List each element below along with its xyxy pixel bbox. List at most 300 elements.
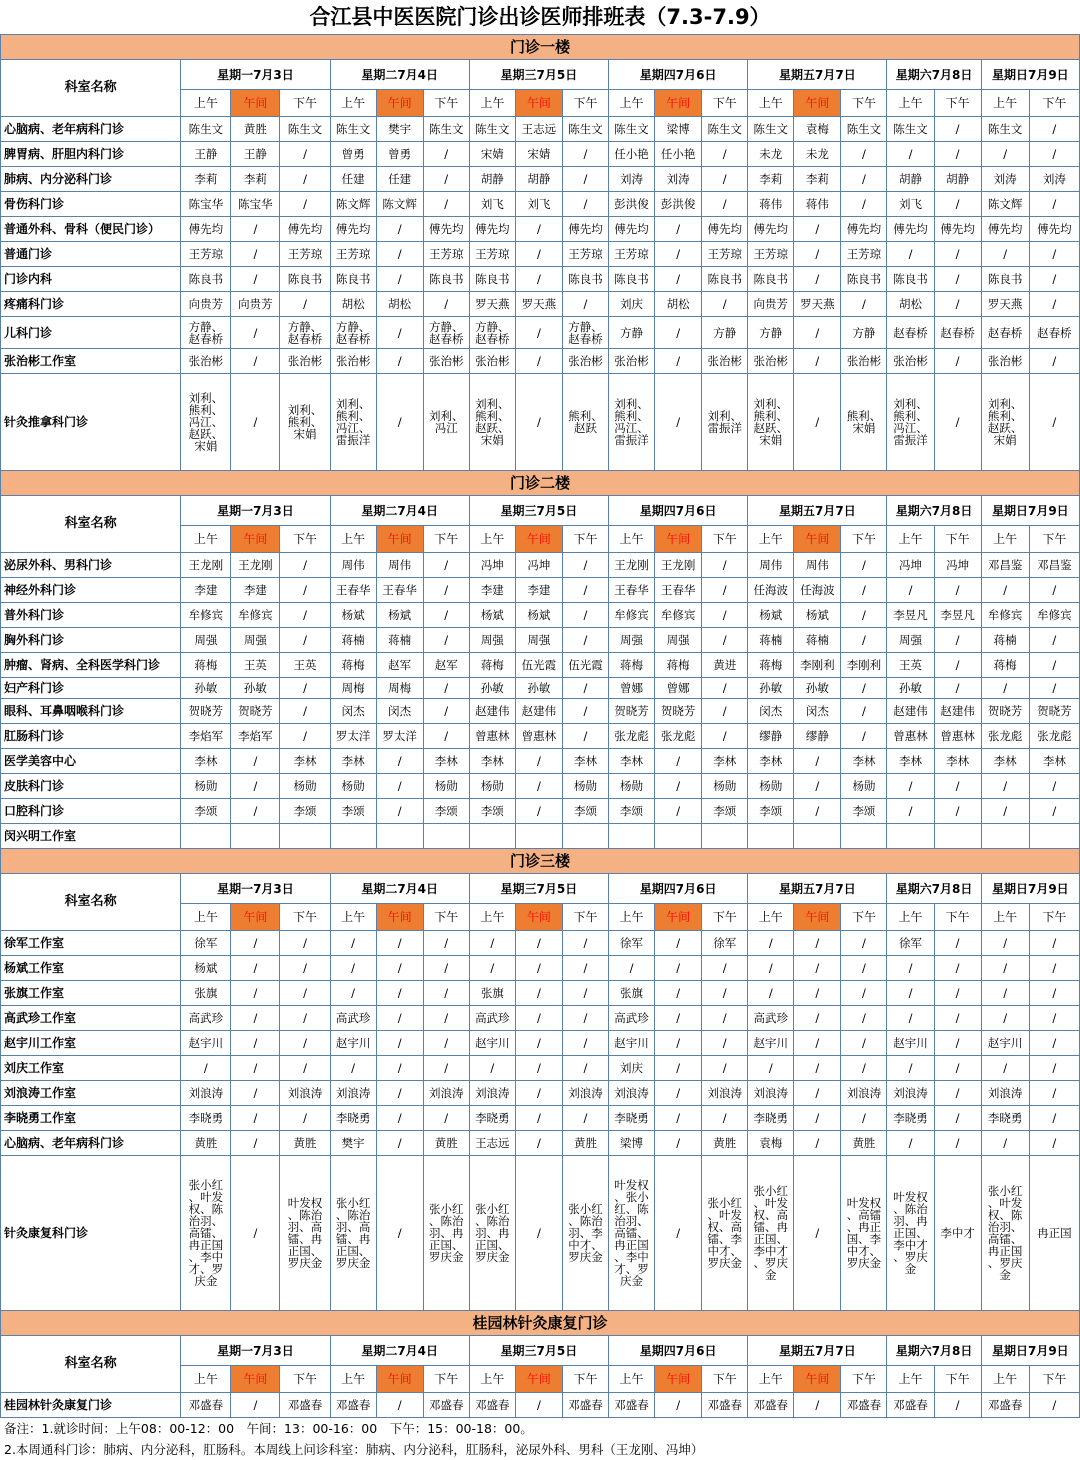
schedule-cell: /: [887, 981, 934, 1006]
schedule-cell: /: [1029, 956, 1079, 981]
schedule-cell: 胡静: [934, 167, 981, 192]
schedule-cell: 李焰军: [181, 724, 231, 749]
day-header: 星期三7月5日: [469, 60, 608, 90]
schedule-cell: /: [981, 1006, 1029, 1031]
schedule-cell: /: [655, 267, 702, 292]
schedule-cell: 伍光霞: [562, 653, 608, 678]
schedule-cell: /: [423, 142, 469, 167]
schedule-cell: [981, 824, 1029, 849]
schedule-cell: 曾惠林: [515, 724, 562, 749]
day-header: 星期二7月4日: [330, 874, 469, 904]
slot-header: 下午: [934, 904, 981, 931]
department-name: 泌尿外科、男科门诊: [1, 553, 181, 578]
schedule-cell: 赵春桥: [1029, 317, 1079, 349]
schedule-cell: /: [423, 678, 469, 699]
schedule-cell: 杨勋: [609, 774, 655, 799]
schedule-cell: 李莉: [231, 167, 280, 192]
schedule-cell: /: [702, 699, 748, 724]
schedule-cell: /: [794, 267, 841, 292]
schedule-cell: [748, 824, 794, 849]
schedule-cell: /: [702, 678, 748, 699]
schedule-cell: 李莉: [181, 167, 231, 192]
schedule-cell: /: [376, 217, 423, 242]
schedule-cell: 周伟: [330, 553, 376, 578]
department-name: 医学美容中心: [1, 749, 181, 774]
schedule-cell: /: [1029, 578, 1079, 603]
schedule-cell: 陈生文: [748, 117, 794, 142]
schedule-cell: 杨斌: [181, 956, 231, 981]
department-row: [1, 1081, 1080, 1106]
schedule-cell: 张小红 、叶发 权、高 镭、李 中才、 罗庆金: [702, 1156, 748, 1311]
section-title: 门诊二楼: [1, 471, 1080, 496]
schedule-cell: /: [376, 374, 423, 471]
schedule-cell: 陈生文: [469, 117, 515, 142]
schedule-cell: 贺晓芳: [231, 699, 280, 724]
schedule-cell: 李林: [1029, 749, 1079, 774]
schedule-cell: 杨勋: [423, 774, 469, 799]
schedule-cell: /: [702, 192, 748, 217]
schedule-cell: /: [609, 956, 655, 981]
schedule-cell: 黄胜: [562, 1131, 608, 1156]
schedule-cell: /: [794, 1106, 841, 1131]
schedule-cell: 任小艳: [609, 142, 655, 167]
slot-header: 午间: [794, 904, 841, 931]
schedule-cell: 杨斌: [515, 603, 562, 628]
schedule-cell: 刘浪涛: [887, 1081, 934, 1106]
schedule-cell: /: [981, 981, 1029, 1006]
department-name: 神经外科门诊: [1, 578, 181, 603]
department-row: [1, 1031, 1080, 1056]
schedule-cell: 王春华: [609, 578, 655, 603]
schedule-cell: 张治彬: [469, 349, 515, 374]
schedule-cell: 牟修宾: [1029, 603, 1079, 628]
section-row: [1, 1311, 1080, 1336]
schedule-cell: 赵宇川: [748, 1031, 794, 1056]
schedule-cell: 刘浪涛: [702, 1081, 748, 1106]
department-name: 肿瘤、肾病、全科医学科门诊: [1, 653, 181, 678]
department-row: [1, 1056, 1080, 1081]
schedule-cell: 邓盛春: [330, 1393, 376, 1418]
schedule-cell: /: [231, 217, 280, 242]
schedule-cell: 王志远: [515, 117, 562, 142]
slot-header: 午间: [655, 1366, 702, 1393]
schedule-cell: /: [841, 1031, 887, 1056]
department-name: 骨伤科门诊: [1, 192, 181, 217]
slot-header: 下午: [280, 1366, 330, 1393]
slot-header: 午间: [794, 526, 841, 553]
schedule-cell: 叶发权 、陈治 羽、冉 正国、 李中才 、罗庆 金: [887, 1156, 934, 1311]
schedule-cell: 杨斌: [794, 603, 841, 628]
schedule-cell: /: [887, 1056, 934, 1081]
schedule-cell: /: [231, 1006, 280, 1031]
schedule-cell: 陈良书: [841, 267, 887, 292]
slot-header: 下午: [1029, 1366, 1079, 1393]
schedule-cell: 陈生文: [981, 117, 1029, 142]
schedule-cell: /: [794, 981, 841, 1006]
department-row: [1, 349, 1080, 374]
schedule-cell: /: [655, 1031, 702, 1056]
day-header: 星期三7月5日: [469, 874, 608, 904]
schedule-cell: /: [562, 1006, 608, 1031]
schedule-cell: /: [515, 956, 562, 981]
schedule-cell: 张治彬: [423, 349, 469, 374]
schedule-cell: 蒋梅: [748, 653, 794, 678]
schedule-cell: [376, 824, 423, 849]
schedule-cell: /: [562, 192, 608, 217]
schedule-cell: /: [981, 931, 1029, 956]
slot-header: 午间: [794, 1366, 841, 1393]
schedule-cell: 冯坤: [934, 553, 981, 578]
schedule-cell: /: [280, 578, 330, 603]
schedule-cell: 周强: [609, 628, 655, 653]
schedule-cell: 杨斌: [748, 603, 794, 628]
department-name: 普通门诊: [1, 242, 181, 267]
schedule-cell: 赵建伟: [469, 699, 515, 724]
schedule-cell: 梁博: [655, 117, 702, 142]
slot-header: 上午: [330, 1366, 376, 1393]
schedule-cell: 李晓勇: [330, 1106, 376, 1131]
schedule-cell: 周伟: [376, 553, 423, 578]
schedule-cell: 胡松: [887, 292, 934, 317]
schedule-cell: 彭洪俊: [655, 192, 702, 217]
schedule-cell: 周强: [231, 628, 280, 653]
schedule-cell: /: [887, 774, 934, 799]
schedule-cell: 邓昌鉴: [1029, 553, 1079, 578]
schedule-cell: /: [981, 1131, 1029, 1156]
schedule-cell: 李林: [841, 749, 887, 774]
schedule-cell: /: [702, 553, 748, 578]
schedule-cell: /: [562, 553, 608, 578]
department-row: [1, 749, 1080, 774]
schedule-cell: 缪静: [748, 724, 794, 749]
section-title: 门诊一楼: [1, 35, 1080, 60]
schedule-cell: 赵建伟: [887, 699, 934, 724]
schedule-cell: 孙敏: [181, 678, 231, 699]
schedule-cell: /: [280, 603, 330, 628]
schedule-cell: 熊利、 宋娟: [841, 374, 887, 471]
schedule-cell: 赵宇川: [469, 1031, 515, 1056]
schedule-cell: /: [562, 578, 608, 603]
schedule-cell: /: [562, 167, 608, 192]
schedule-cell: 樊宇: [376, 117, 423, 142]
slot-header: 下午: [280, 904, 330, 931]
schedule-cell: /: [934, 117, 981, 142]
schedule-cell: 李莉: [794, 167, 841, 192]
schedule-cell: 孙敏: [515, 678, 562, 699]
schedule-cell: 闵杰: [794, 699, 841, 724]
schedule-cell: 杨勋: [702, 774, 748, 799]
schedule-cell: 王春华: [376, 578, 423, 603]
schedule-cell: /: [794, 1393, 841, 1418]
schedule-cell: 杨勋: [748, 774, 794, 799]
schedule-cell: /: [934, 1106, 981, 1131]
dept-column-header: 科室名称: [1, 874, 181, 931]
schedule-cell: 冯坤: [469, 553, 515, 578]
schedule-cell: 赵军: [423, 653, 469, 678]
slot-header: 午间: [376, 526, 423, 553]
schedule-cell: /: [231, 317, 280, 349]
schedule-cell: 蒋梅: [330, 653, 376, 678]
slot-header: 下午: [423, 904, 469, 931]
schedule-cell: /: [1029, 1393, 1079, 1418]
schedule-cell: 伍光霞: [515, 653, 562, 678]
slot-header: 下午: [702, 90, 748, 117]
schedule-cell: 胡松: [330, 292, 376, 317]
schedule-cell: 黄进: [702, 653, 748, 678]
schedule-cell: 黄胜: [280, 1131, 330, 1156]
schedule-cell: 陈生文: [702, 117, 748, 142]
schedule-cell: 曾勇: [376, 142, 423, 167]
schedule-cell: [280, 824, 330, 849]
schedule-cell: 李刚利: [794, 653, 841, 678]
schedule-cell: [423, 824, 469, 849]
schedule-cell: /: [934, 1131, 981, 1156]
schedule-cell: 曾惠林: [934, 724, 981, 749]
department-name: 桂园林针灸康复门诊: [1, 1393, 181, 1418]
schedule-cell: 王龙刚: [655, 553, 702, 578]
schedule-cell: 刘飞: [515, 192, 562, 217]
schedule-cell: 赵建伟: [934, 699, 981, 724]
schedule-cell: 张小红 、陈治 羽、冉 正国、 罗庆金: [423, 1156, 469, 1311]
schedule-cell: 陈生文: [609, 117, 655, 142]
department-name: 口腔科门诊: [1, 799, 181, 824]
schedule-cell: 方静、 赵春桥: [181, 317, 231, 349]
schedule-cell: /: [748, 1056, 794, 1081]
schedule-cell: /: [934, 981, 981, 1006]
schedule-cell: /: [423, 167, 469, 192]
schedule-cell: /: [841, 142, 887, 167]
slot-header: 上午: [330, 90, 376, 117]
schedule-cell: 黄胜: [231, 117, 280, 142]
schedule-cell: 邓盛春: [423, 1393, 469, 1418]
schedule-cell: /: [376, 1393, 423, 1418]
schedule-cell: /: [794, 749, 841, 774]
schedule-cell: /: [515, 374, 562, 471]
department-name: 眼科、耳鼻咽喉科门诊: [1, 699, 181, 724]
schedule-cell: 蒋楠: [748, 628, 794, 653]
schedule-cell: /: [423, 628, 469, 653]
schedule-cell: 胡静: [515, 167, 562, 192]
schedule-cell: 李林: [748, 749, 794, 774]
department-name: 心脑病、老年病科门诊: [1, 117, 181, 142]
schedule-cell: 蒋梅: [469, 653, 515, 678]
day-header: 星期二7月4日: [330, 1336, 469, 1366]
note-line: 备注：1.就诊时间：上午08：00-12：00 午间：13：00-16：00 下午：15：00-18：00。: [4, 1421, 533, 1436]
schedule-cell: 王志远: [469, 1131, 515, 1156]
schedule-cell: 方静、 赵春桥: [562, 317, 608, 349]
schedule-cell: 蒋梅: [981, 653, 1029, 678]
schedule-cell: [609, 824, 655, 849]
department-row: [1, 628, 1080, 653]
schedule-cell: /: [562, 1056, 608, 1081]
schedule-cell: /: [934, 931, 981, 956]
schedule-cell: 杨斌: [469, 603, 515, 628]
slot-header: 上午: [748, 526, 794, 553]
schedule-cell: 叶发权 、张小 红、陈 治羽、 高镭、 冉正国 、李中 才、罗 庆金: [609, 1156, 655, 1311]
schedule-cell: 傅先均: [181, 217, 231, 242]
schedule-cell: 宋婧: [515, 142, 562, 167]
schedule-cell: 张治彬: [562, 349, 608, 374]
schedule-cell: 李晓勇: [469, 1106, 515, 1131]
schedule-cell: /: [794, 349, 841, 374]
schedule-cell: 张治彬: [887, 349, 934, 374]
department-row: [1, 774, 1080, 799]
schedule-cell: 刘浪涛: [330, 1081, 376, 1106]
schedule-cell: /: [376, 1056, 423, 1081]
schedule-cell: /: [231, 774, 280, 799]
schedule-cell: 叶发权 、陈治 羽、高 镭、冉 正国、 罗庆金: [280, 1156, 330, 1311]
schedule-cell: /: [515, 749, 562, 774]
schedule-cell: /: [280, 724, 330, 749]
schedule-cell: 刘浪涛: [423, 1081, 469, 1106]
schedule-cell: 杨斌: [376, 603, 423, 628]
schedule-cell: /: [231, 1106, 280, 1131]
schedule-cell: 李刚利: [841, 653, 887, 678]
schedule-cell: /: [376, 242, 423, 267]
schedule-cell: /: [655, 1006, 702, 1031]
schedule-cell: /: [515, 981, 562, 1006]
slot-header: 上午: [609, 904, 655, 931]
slot-header: 上午: [469, 1366, 515, 1393]
schedule-cell: 张治彬: [280, 349, 330, 374]
schedule-cell: 王芳琼: [280, 242, 330, 267]
schedule-cell: /: [794, 1056, 841, 1081]
schedule-cell: 李林: [981, 749, 1029, 774]
schedule-cell: /: [231, 374, 280, 471]
schedule-cell: 杨勋: [841, 774, 887, 799]
schedule-cell: 陈良书: [748, 267, 794, 292]
schedule-cell: 未龙: [794, 142, 841, 167]
schedule-cell: /: [280, 956, 330, 981]
schedule-cell: /: [655, 374, 702, 471]
slot-header: 下午: [562, 526, 608, 553]
department-name: 张旗工作室: [1, 981, 181, 1006]
day-header: 星期二7月4日: [330, 60, 469, 90]
schedule-cell: 陈良书: [562, 267, 608, 292]
schedule-cell: 方静: [841, 317, 887, 349]
schedule-cell: /: [280, 292, 330, 317]
slot-header: 午间: [655, 526, 702, 553]
schedule-cell: 赵宇川: [887, 1031, 934, 1056]
schedule-cell: 牟修宾: [655, 603, 702, 628]
schedule-cell: /: [423, 1056, 469, 1081]
slot-header: 上午: [330, 904, 376, 931]
schedule-cell: 刘浪涛: [181, 1081, 231, 1106]
schedule-cell: /: [841, 724, 887, 749]
schedule-cell: /: [981, 678, 1029, 699]
department-row: [1, 824, 1080, 849]
schedule-cell: 李建: [469, 578, 515, 603]
department-row: [1, 1156, 1080, 1311]
department-name: 普通外科、骨科（便民门诊）: [1, 217, 181, 242]
slot-header: 上午: [748, 1366, 794, 1393]
department-row: [1, 167, 1080, 192]
schedule-cell: [887, 824, 934, 849]
schedule-cell: 王芳琼: [423, 242, 469, 267]
schedule-cell: /: [1029, 678, 1079, 699]
schedule-cell: 孙敏: [231, 678, 280, 699]
schedule-cell: /: [702, 292, 748, 317]
section-row: [1, 849, 1080, 874]
schedule-cell: /: [231, 981, 280, 1006]
slot-header: 下午: [280, 90, 330, 117]
department-row: [1, 724, 1080, 749]
schedule-cell: 傅先均: [702, 217, 748, 242]
schedule-cell: 王龙刚: [231, 553, 280, 578]
department-name: 闵兴明工作室: [1, 824, 181, 849]
schedule-cell: 傅先均: [934, 217, 981, 242]
schedule-cell: /: [562, 142, 608, 167]
schedule-cell: /: [887, 578, 934, 603]
schedule-cell: 邓盛春: [280, 1393, 330, 1418]
schedule-cell: 周强: [655, 628, 702, 653]
slot-header: 上午: [609, 526, 655, 553]
schedule-cell: /: [841, 192, 887, 217]
schedule-cell: 陈良书: [280, 267, 330, 292]
schedule-cell: /: [469, 931, 515, 956]
slot-header: 下午: [702, 904, 748, 931]
department-row: [1, 317, 1080, 349]
schedule-cell: 曾勇: [330, 142, 376, 167]
schedule-cell: 冯坤: [887, 553, 934, 578]
slot-header: 午间: [515, 526, 562, 553]
schedule-cell: /: [231, 1156, 280, 1311]
schedule-cell: /: [655, 1056, 702, 1081]
schedule-cell: /: [981, 142, 1029, 167]
schedule-cell: /: [841, 578, 887, 603]
schedule-cell: 赵宇川: [181, 1031, 231, 1056]
schedule-cell: 陈生文: [280, 117, 330, 142]
schedule-cell: /: [423, 724, 469, 749]
schedule-cell: 方静、 赵春桥: [423, 317, 469, 349]
schedule-cell: /: [562, 628, 608, 653]
schedule-cell: 高武珍: [181, 1006, 231, 1031]
notes: [0, 1418, 1080, 1460]
schedule-cell: 宋婧: [469, 142, 515, 167]
schedule-cell: 方静、 赵春桥: [330, 317, 376, 349]
schedule-cell: [469, 824, 515, 849]
slot-header: 下午: [841, 904, 887, 931]
schedule-cell: /: [330, 931, 376, 956]
schedule-cell: 张龙彪: [981, 724, 1029, 749]
slot-header: 上午: [981, 904, 1029, 931]
schedule-cell: /: [1029, 1106, 1079, 1131]
schedule-cell: 周强: [181, 628, 231, 653]
section-title: 门诊三楼: [1, 849, 1080, 874]
schedule-cell: 傅先均: [841, 217, 887, 242]
schedule-cell: /: [655, 931, 702, 956]
schedule-cell: 刘利、 熊利、 冯江、 雷振洋: [887, 374, 934, 471]
schedule-cell: 胡松: [376, 292, 423, 317]
schedule-cell: 王春华: [655, 578, 702, 603]
schedule-cell: /: [1029, 374, 1079, 471]
schedule-cell: 刘庆: [609, 1056, 655, 1081]
day-header-row: [1, 496, 1080, 526]
schedule-cell: 贺晓芳: [981, 699, 1029, 724]
schedule-cell: 向贵芳: [231, 292, 280, 317]
schedule-cell: /: [376, 799, 423, 824]
schedule-cell: 刘浪涛: [469, 1081, 515, 1106]
schedule-cell: 傅先均: [1029, 217, 1079, 242]
schedule-cell: /: [181, 1056, 231, 1081]
schedule-cell: /: [934, 628, 981, 653]
schedule-cell: /: [748, 981, 794, 1006]
schedule-cell: 陈生文: [423, 117, 469, 142]
schedule-cell: 邓盛春: [181, 1393, 231, 1418]
schedule-cell: /: [515, 774, 562, 799]
schedule-cell: 罗太洋: [376, 724, 423, 749]
schedule-cell: 刘浪涛: [748, 1081, 794, 1106]
